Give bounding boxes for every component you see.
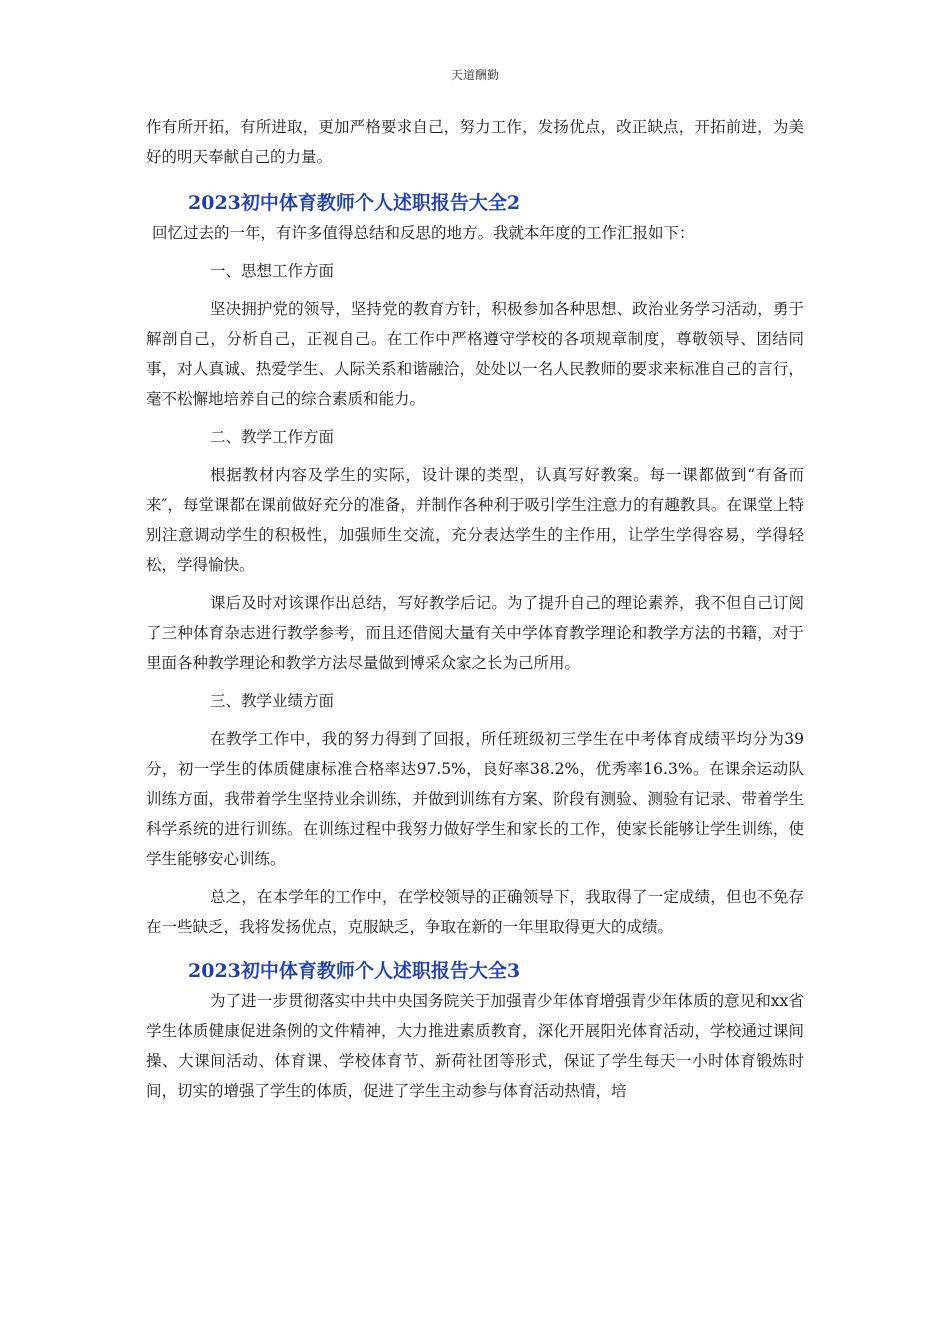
section-heading-3: 2023初中体育教师个人述职报告大全3: [188, 960, 521, 982]
paragraph-thought-work: 坚决拥护党的领导，坚持党的教育方针，积极参加各种思想、政治业务学习活动，勇于解剖自己，分析自己，正视自己。在工作中严格遵守学校的各项规章制度，尊敬领导、团结同事，对人真诚、热爱学生、人际关系和谐融洽，处处以一名人民教师的要求来标准自己的言行，毫不松懈地培养自己的综合素质和能力。: [146, 300, 804, 408]
paragraph-continuation: 作有所开拓，有所进取，更加严格要求自己，努力工作，发扬优点，改正缺点，开拓前进，为美好的明天奉献自己的力量。: [146, 118, 804, 166]
paragraph-teaching-results: 在教学工作中，我的努力得到了回报，所任班级初三学生在中考体育成绩平均分为39分，初一学生的体质健康标准合格率达97.5%，良好率38.2%，优秀率16.3%。在课余运动队训练方面，我带着学生坚持业余训练，并做到训练有方案、阶段有测验、测验有记录、带着学生科学系统的进行训练。在训练过程中我努力做好学生和家长的工作，使家长能够让学生训练，使学生能够安心训练。: [146, 730, 804, 868]
paragraph-summary: 总之，在本学年的工作中，在学校领导的正确领导下，我取得了一定成绩，但也不免存在一些缺乏，我将发扬优点，克服缺乏，争取在新的一年里取得更大的成绩。: [146, 888, 804, 936]
section-heading-2: 2023初中体育教师个人述职报告大全2: [188, 192, 521, 214]
paragraph-after-class: 课后及时对该课作出总结，写好教学后记。为了提升自己的理论素养，我不但自己订阅了三种体育杂志进行教学参考，而且还借阅大量有关中学体育教学理论和教学方法的书籍，对于里面各种教学理论和教学方法尽量做到博采众家之长为己所用。: [146, 594, 804, 672]
paragraph-teaching-work: 根据教材内容及学生的实际，设计课的类型，认真写好教案。每一课都做到“有备而来″，每堂课都在课前做好充分的准备，并制作各种利于吸引学生注意力的有趣教具。在课堂上特别注意调动学生的积极性，加强师生交流，充分表达学生的主作用，让学生学得容易，学得轻松，学得愉快。: [146, 466, 804, 574]
document-body: [146, 112, 804, 1106]
subheading-thought-work: 一、思想工作方面: [210, 262, 335, 280]
paragraph-sunshine-sports: 为了进一步贯彻落实中共中央国务院关于加强青少年体育增强青少年体质的意见和xx省学生体质健康促进条例的文件精神，大力推进素质教育，深化开展阳光体育活动，学校通过课间操、大课间活动、体育课、学校体育节、新荷社团等形式，保证了学生每天一小时体育锻炼时间，切实的增强了学生的体质，促进了学生主动参与体育活动热情，培: [146, 992, 804, 1100]
intro-paragraph: 回忆过去的一年，有许多值得总结和反思的地方。我就本年度的工作汇报如下：: [152, 224, 695, 242]
subheading-teaching-results: 三、教学业绩方面: [210, 692, 335, 710]
subheading-teaching-work: 二、教学工作方面: [210, 428, 335, 446]
page-header: 天道酬勤: [450, 68, 499, 82]
